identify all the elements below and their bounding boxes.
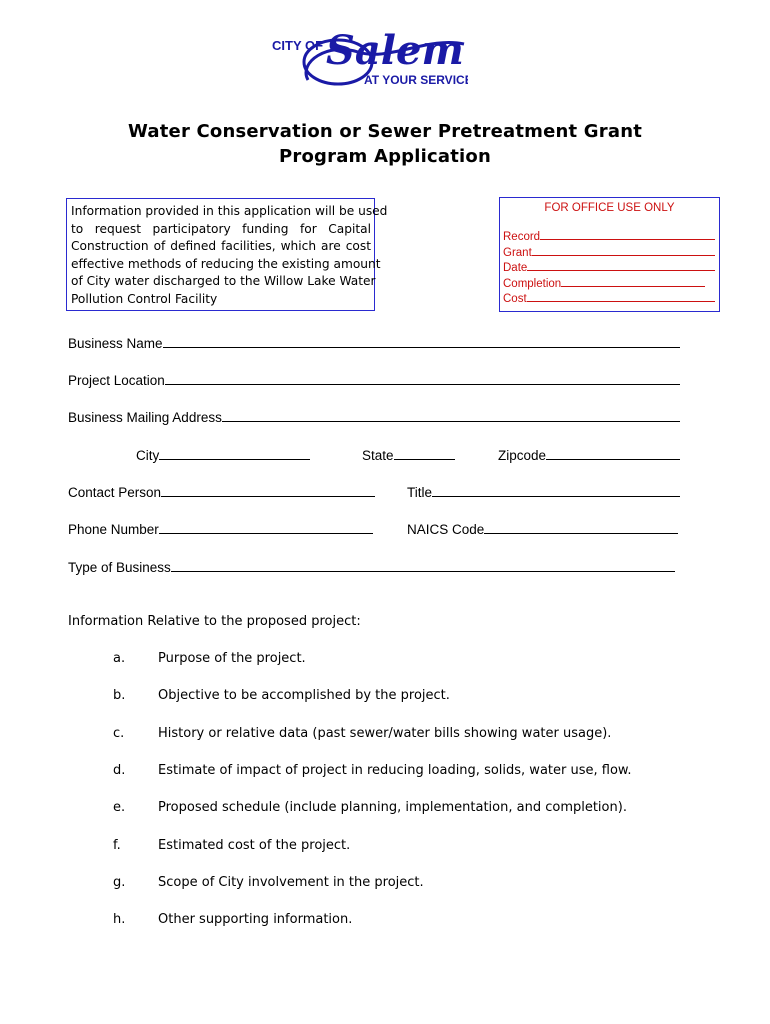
logo-script: Salem [326, 27, 464, 74]
item-letter: e. [113, 800, 126, 815]
type-of-business-field[interactable] [68, 557, 675, 575]
project-location-field[interactable] [68, 370, 680, 388]
office-field-record[interactable] [503, 231, 715, 243]
city-of-salem-logo [268, 22, 468, 94]
contact-person-label: Contact Person [68, 485, 162, 500]
state-field[interactable] [362, 445, 455, 463]
item-text: History or relative data (past sewer/water bills showing water usage). [158, 726, 612, 741]
document-title-line-2: Program Application [279, 146, 491, 167]
state-label: State [362, 448, 394, 463]
item-text: Estimated cost of the project. [158, 838, 351, 853]
office-field-date[interactable] [503, 262, 715, 274]
item-text: Objective to be accomplished by the project. [158, 688, 450, 703]
zipcode-field[interactable] [498, 445, 680, 463]
item-letter: b. [113, 688, 126, 703]
zipcode-label: Zipcode [498, 448, 547, 463]
project-location-label: Project Location [68, 373, 165, 388]
title-line[interactable] [432, 495, 680, 497]
business-name-label: Business Name [68, 336, 163, 351]
phone-number-field[interactable] [68, 519, 373, 537]
info-line: to request participatory funding for Capital [71, 221, 371, 236]
info-line: effective methods of reducing the existing amount [71, 256, 381, 271]
mailing-address-line[interactable] [222, 420, 680, 422]
naics-code-label: NAICS Code [407, 522, 485, 537]
office-field-label: Cost [503, 293, 527, 305]
document-title-line-1: Water Conservation or Sewer Pretreatment Grant [127, 121, 643, 142]
item-letter: h. [113, 912, 126, 927]
type-of-business-label: Type of Business [68, 560, 171, 575]
logo-city-of: CITY OF [272, 38, 324, 53]
item-letter: a. [113, 651, 126, 666]
item-text: Proposed schedule (include planning, implementation, and completion). [158, 800, 627, 815]
naics-code-field[interactable] [407, 519, 678, 537]
office-field-label: Record [503, 231, 541, 243]
info-line: Pollution Control Facility [71, 291, 218, 306]
title-label: Title [407, 485, 433, 500]
item-letter: c. [113, 726, 125, 741]
mailing-address-label: Business Mailing Address [68, 410, 222, 425]
office-use-box [499, 197, 720, 312]
type-of-business-line[interactable] [171, 570, 675, 572]
phone-number-line[interactable] [159, 532, 373, 534]
state-line[interactable] [394, 458, 455, 460]
contact-person-line[interactable] [161, 495, 375, 497]
city-label: City [136, 448, 160, 463]
item-text: Estimate of impact of project in reducing loading, solids, water use, flow. [158, 763, 632, 778]
contact-person-field[interactable] [68, 482, 375, 500]
naics-code-line[interactable] [484, 532, 678, 534]
office-field-completion[interactable] [503, 278, 715, 290]
zipcode-line[interactable] [546, 458, 680, 460]
logo-tagline: AT YOUR SERVICE [364, 73, 468, 87]
item-text: Scope of City involvement in the project. [158, 875, 424, 890]
item-text: Other supporting information. [158, 912, 353, 927]
info-line: Information provided in this application will be used [71, 204, 388, 218]
item-letter: d. [113, 763, 126, 778]
item-letter: g. [113, 875, 126, 890]
item-text: Purpose of the project. [158, 651, 306, 666]
title-field[interactable] [407, 482, 680, 500]
info-line: Construction of defined facilities, which are cost [71, 239, 371, 254]
office-field-cost[interactable] [503, 293, 715, 305]
item-letter: f. [113, 838, 121, 853]
office-field-label: Grant [503, 247, 532, 259]
office-field-label: Date [503, 262, 528, 274]
project-location-line[interactable] [165, 383, 680, 385]
mailing-address-field[interactable] [68, 407, 680, 425]
info-line: of City water discharged to the Willow Lake Water [71, 274, 376, 289]
office-use-heading: FOR OFFICE USE ONLY [544, 202, 675, 214]
phone-number-label: Phone Number [68, 522, 159, 537]
city-line[interactable] [159, 458, 310, 460]
business-name-line[interactable] [163, 346, 680, 348]
office-field-grant[interactable] [503, 247, 715, 259]
project-info-heading: Information Relative to the proposed project: [68, 614, 361, 629]
office-field-label: Completion [503, 278, 562, 290]
city-field[interactable] [136, 445, 310, 463]
info-box [66, 198, 388, 311]
business-name-field[interactable] [68, 333, 680, 351]
